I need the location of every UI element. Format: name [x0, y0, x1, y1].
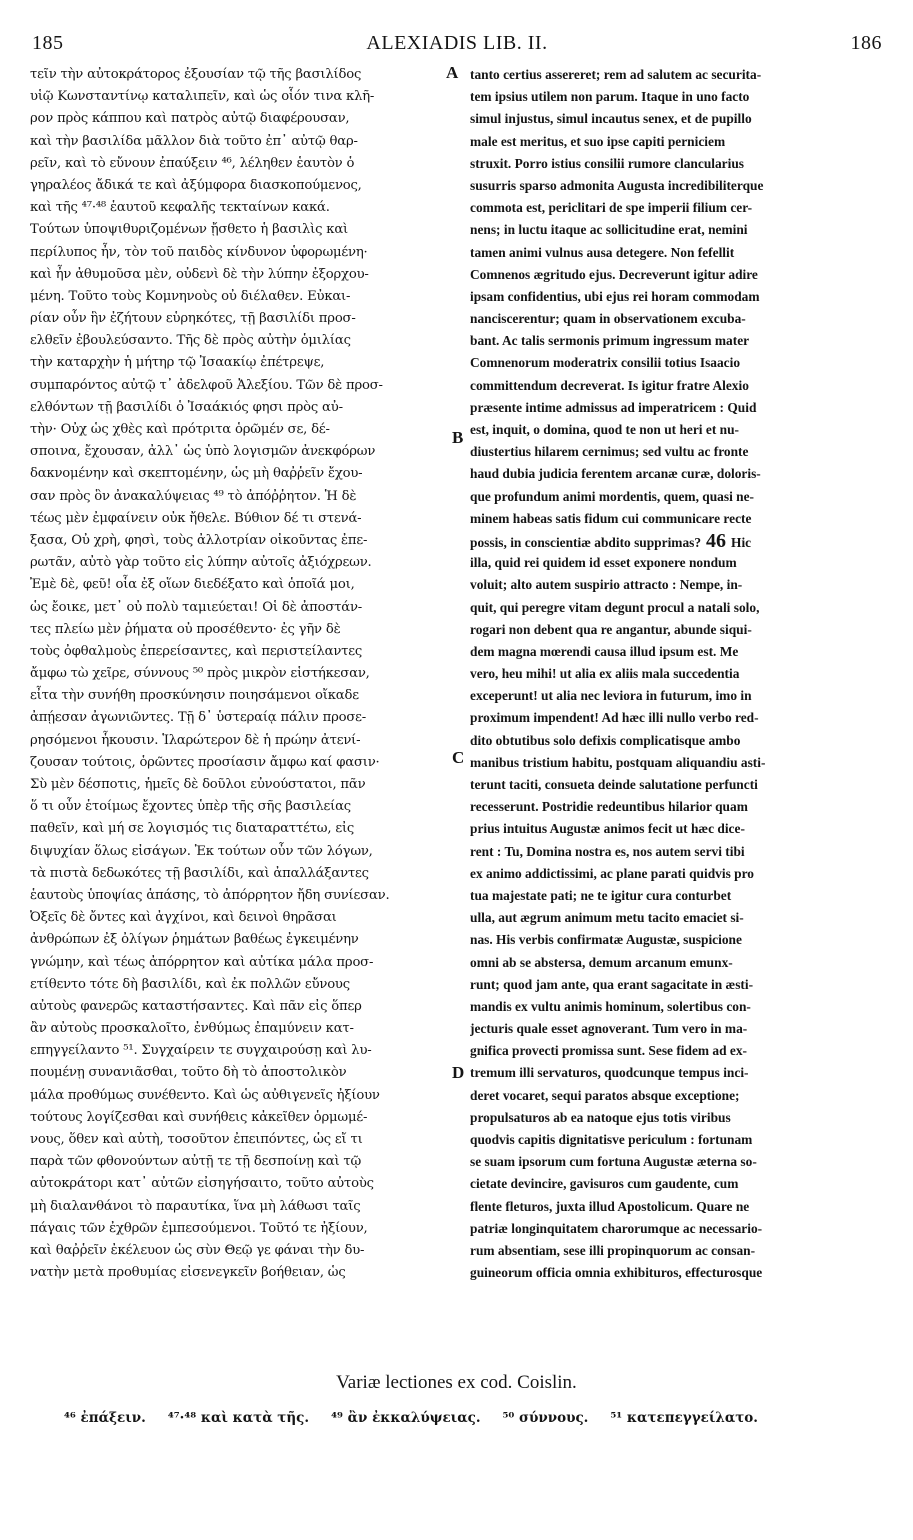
greek-line: ζουσαν τούτοις, ὁρῶντες προσίασιν ἄμφω καί φασιν·	[30, 754, 380, 770]
latin-line-text: est, inquit, o domina, quod te non ut heri et nu-	[470, 422, 739, 437]
latin-line	[470, 952, 882, 974]
greek-line: καὶ τὴν βασιλίδα μᾶλλον διὰ τοῦτο ἐπ᾽ αὐτῷ θαρ-	[30, 133, 358, 149]
latin-line	[470, 108, 882, 130]
greek-line: ελθόντων τῇ βασιλίδι ὁ Ἰσαάκιός φησι πρὸς αὐ-	[30, 399, 343, 415]
inline-page-number: 46	[701, 529, 732, 552]
latin-line-text: ex animo addictissimi, ac plane parati quidvis pro	[470, 865, 754, 881]
latin-line	[470, 818, 882, 840]
latin-line-text: se suam ipsorum cum fortuna Augustæ æterna so-	[470, 1154, 757, 1170]
greek-line: ἂν αὐτοὺς προσκαλοῖτο, ἐνθύμως ἐπαμύνειν κατ-	[30, 1021, 354, 1037]
latin-line	[470, 286, 882, 308]
greek-line: ξασα, Οὐ χρὴ, φησὶ, τοὺς ἀλλοτρίαν οἰκοῦντας ἐπε-	[30, 532, 368, 548]
latin-line-text: guineorum officia omnia exhibituros, effecturosque	[470, 1265, 763, 1281]
latin-line	[470, 375, 882, 397]
latin-line-text: terunt taciti, consueta deinde salutatione perfuncti	[470, 777, 758, 792]
greek-line: τούτους λογίζεσθαι καὶ συνήθεις κἀκεῖθεν ὁρμωμέ-	[30, 1109, 368, 1125]
latin-line-text: struxit. Porro istius consilii rumore clancularius	[470, 155, 745, 171]
variant-note: ⁴⁹ ἂν ἐκκαλύψειας.	[331, 1410, 481, 1426]
latin-line	[470, 641, 882, 663]
latin-line-text: tem ipsius utilem non parum. Itaque in uno facto	[470, 89, 750, 105]
greek-line: Τούτων ὑποψιθυριζομένων ᾔσθετο ἡ βασιλὶς καὶ	[30, 222, 349, 238]
latin-line	[470, 1240, 882, 1262]
greek-line: περίλυπος ἦν, τὸν τοῦ παιδὸς κίνδυνον ὑφορωμένη·	[30, 244, 368, 260]
greek-line: ρον πρὸς κάππου καὶ πατρὸς αὐτῷ διαφέρουσαν,	[30, 111, 350, 127]
latin-line	[470, 242, 882, 264]
latin-line-text: minem habeas satis fidum cui communicare recte	[470, 510, 752, 526]
latin-line	[470, 1262, 882, 1284]
running-title: ALEXIADIS LIB. II.	[366, 32, 548, 54]
greek-line: μάλα προθύμως συνέθεντο. Καὶ ὡς αὐθιγενεῖς ἠξίουν	[30, 1087, 380, 1103]
latin-line-text: flente fleturos, juxta illud Apostolicum. Quare ne	[470, 1198, 750, 1214]
greek-line: ρίαν οὖν ἣν ἐζήτουν εὑρηκότες, τῇ βασιλίδι προσ-	[30, 311, 356, 327]
latin-line	[470, 1040, 882, 1062]
latin-line-text: omni ab se abstersa, demum arcanum emunx-	[470, 954, 733, 970]
latin-line	[470, 441, 882, 463]
latin-line-text: manibus tristium habitu, postquam aliquandiu asti-	[470, 754, 766, 770]
latin-line	[470, 619, 882, 641]
page-number-right: 186	[850, 32, 882, 54]
latin-line	[470, 1085, 882, 1107]
latin-line-text: que profundum animi mordentis, quem, quasi ne-	[470, 488, 754, 504]
greek-line: τὰ πιστὰ δεδωκότες τῇ βασιλίδι, καὶ ἀπαλλάξαντες	[30, 865, 369, 881]
greek-line: παρὰ τῶν φθονούντων αὐτῇ τε τῇ δεσποίνῃ καὶ τῷ	[30, 1154, 362, 1170]
latin-line	[470, 508, 882, 530]
latin-line	[470, 730, 882, 752]
latin-line-text: mandis ex vultu animis hominum, solertibus con-	[470, 998, 751, 1014]
greek-line: ὡς ἔοικε, μετ᾽ οὐ πολὺ ταμιεύεται! Οἱ δὲ ἀποστάν-	[30, 599, 363, 615]
latin-line	[470, 486, 882, 508]
latin-line-text: patriæ longinquitatem charorumque ac necessario-	[470, 1220, 763, 1236]
latin-line-text: cietate devincire, gavisuros cum gaudente, cum	[470, 1176, 739, 1192]
greek-line: ρεῖν, καὶ τὸ εὔνουν ἐπαύξειν ⁴⁶, λέληθεν ἑαυτὸν ὁ	[30, 155, 355, 171]
margin-letter-c: C	[452, 748, 465, 767]
latin-line-text: committendum decreverat. Is igitur fratre Alexio	[470, 377, 749, 393]
latin-line	[470, 1151, 882, 1173]
latin-line	[470, 131, 882, 153]
greek-line: σαν πρὸς ὃν ἀνακαλύψειας ⁴⁹ τὸ ἀπόῤῥητον. Ἡ δὲ	[30, 488, 357, 504]
latin-line	[470, 1173, 882, 1195]
latin-line	[470, 885, 882, 907]
latin-line	[470, 530, 882, 552]
margin-letter-d: D	[452, 1063, 465, 1082]
latin-line	[470, 929, 882, 951]
latin-line-text: præsente intime admissus ad imperatricem : Quid	[470, 399, 757, 415]
greek-line: ἀπῄεσαν ἀγωνιῶντες. Τῇ δ᾽ ὑστεραίᾳ πάλιν προσε-	[30, 710, 367, 726]
latin-line	[470, 397, 882, 419]
greek-line: αὐτοκράτορι κατ᾽ αὐτῶν εἰσηγήσαιτο, τοῦτο αὐτοὺς	[30, 1176, 374, 1192]
latin-line	[470, 175, 882, 197]
latin-line	[470, 1129, 882, 1151]
latin-line	[470, 86, 882, 108]
greek-line: ελθεῖν ἐβουλεύσαντο. Τῆς δὲ πρὸς αὐτὴν ὁμιλίας	[30, 333, 351, 349]
latin-line-text: haud dubia judicia ferentem arcanæ curæ, doloris-	[470, 466, 761, 482]
latin-line-text: tremum illi servaturos, quodcunque tempus inci-	[470, 1065, 749, 1081]
greek-line: ἄμφω τὼ χεῖρε, σύννους ⁵⁰ πρὸς μικρὸν εἱστήκεσαν,	[30, 666, 370, 682]
latin-line-text: diustertius hilarem cernimus; sed vultu ac fronte	[470, 444, 749, 460]
greek-line: μένη. Τοῦτο τοὺς Κομνηνοὺς οὐ διέλαθεν. Εὐκαι-	[30, 288, 351, 304]
latin-line-text: vero, heu mihi! ut alia ex aliis mala succedentia	[470, 666, 740, 682]
latin-line-text: voluit; alto autem suspirio attracto : Nempe, in-	[470, 577, 743, 593]
latin-line	[470, 552, 882, 574]
greek-line: δακνομένην καὶ σκεπτομένην, ὡς μὴ θαῤῥεῖν ἔχου-	[30, 466, 363, 482]
greek-line: τὴν καταρχὴν ἡ μήτηρ τῷ Ἰσαακίῳ ἐπέτρεψε,	[30, 355, 325, 371]
latin-line	[470, 308, 882, 330]
variant-note: ⁵⁰ σύννους.	[502, 1410, 589, 1426]
latin-line-text: commota est, periclitari de spe imperii filium cer-	[470, 200, 753, 216]
greek-line: παθεῖν, καὶ μή σε λογισμός τις διαταραττέτω, εἰς	[30, 821, 355, 837]
latin-line	[470, 597, 882, 619]
latin-line-text: nanciscerentur; quam in observationem excuba-	[470, 311, 746, 327]
latin-line-text: tanto certius assereret; rem ad salutem ac securita-	[470, 67, 762, 82]
latin-line-text: exceperunt! ut alia nec leviora in futurum, imo in	[470, 688, 752, 704]
greek-line: γηραλέος ἄδικά τε καὶ ἀξύμφορα διασκοπούμενος,	[30, 177, 362, 193]
greek-line: διψυχίαν ὅλως εἰσάγων. Ἐκ τούτων οὖν τῶν λόγων,	[30, 843, 373, 859]
latin-line	[470, 841, 882, 863]
latin-line	[470, 219, 882, 241]
greek-text-column	[30, 64, 455, 1284]
latin-line-text: dito obtutibus solo defixis complicatisque ambo	[470, 732, 741, 748]
latin-line-text: jecturis quale esset agnoverant. Tum vero in ma-	[470, 1021, 748, 1037]
latin-line-text: nas. His verbis confirmatæ Augustæ, suspicione	[470, 932, 742, 948]
latin-line	[470, 1196, 882, 1218]
latin-line-text: quodvis capitis dignitatisve periculum : fortunam	[470, 1132, 753, 1147]
greek-line: αὐτοὺς φανερῶς καταστήσαντες. Καὶ πᾶν εἰς ὅπερ	[30, 998, 362, 1014]
latin-line-text: susurris sparso admonita Augusta incredibiliterque	[470, 177, 764, 193]
latin-line-text: deret vocaret, sequi paratos absque exceptione;	[470, 1087, 740, 1103]
latin-line-text: proximum impendent! Ad hæc illi nullo verbo red-	[470, 710, 759, 726]
latin-line-text: ulla, aut ægrum animum metu tacito emaciet si-	[470, 910, 744, 926]
greek-line: Σὺ μὲν δέσποτις, ἡμεῖς δὲ δοῦλοι εὐνούστατοι, πᾶν	[30, 777, 366, 792]
latin-line	[470, 707, 882, 729]
latin-line	[470, 264, 882, 286]
latin-line-text: simul injustus, simul incautus senex, et de pupillo	[470, 111, 752, 127]
greek-line: καὶ θαῤῥεῖν ἐκέλευον ὡς σὺν Θεῷ γε φάναι τὴν δυ-	[30, 1242, 365, 1258]
latin-line-text: Comnenos ægritudo ejus. Decreverunt igitur adire	[470, 266, 758, 282]
latin-line	[470, 663, 882, 685]
latin-line-text: possis, in conscientiæ abdito supprimas?	[470, 534, 702, 550]
greek-line: Ἐμὲ δὲ, φεῦ! οἷα ἐξ οἵων διεδέξατο καὶ ὁποῖά μοι,	[30, 577, 355, 593]
latin-line	[470, 796, 882, 818]
latin-line	[470, 153, 882, 175]
margin-letter-b: B	[452, 428, 464, 447]
latin-line	[470, 574, 882, 596]
greek-line: σποινα, ἔχουσαν, ἀλλ᾽ ὡς ὑπὸ λογισμῶν ἀνεκφόρων	[30, 444, 376, 460]
latin-line	[470, 463, 882, 485]
latin-line-text: runt; quod jam ante, qua erant sagacitate in æsti-	[470, 976, 754, 992]
latin-line-tail: Hic	[731, 534, 752, 550]
margin-letter-a: A	[446, 63, 459, 82]
latin-line-text: propulsaturos ab ea natoque ejus totis viribus	[470, 1109, 731, 1125]
page-number-left: 185	[32, 32, 64, 54]
latin-line-text: prius intuitus Augustæ animos fecit ut hæc dice-	[470, 821, 745, 837]
latin-line	[470, 352, 882, 374]
greek-line: υἱῷ Κωνσταντίνῳ καταλιπεῖν, καὶ ὡς οἷόν τινα κλῆ-	[30, 89, 375, 105]
latin-line	[470, 1062, 882, 1084]
latin-line-text: bant. Ac talis sermonis primum ingressum mater	[470, 333, 750, 349]
greek-line: εἶτα τὴν συνήθη προσκύνησιν ποιησάμενοι οἴκαδε	[30, 688, 359, 704]
greek-line: καὶ τῆς ⁴⁷·⁴⁸ ἑαυτοῦ κεφαλῆς τεκταίνων κακά.	[30, 200, 330, 216]
greek-line: ρωτᾶν, αὐτὸ γὰρ τοῦτο εἰς λύπην αὐτοῖς ἀξιόχρεων.	[30, 555, 372, 571]
greek-line: ετίθεντο τότε δὴ βασιλίδι, καὶ ἐκ πολλῶν εὔνους	[30, 976, 350, 992]
latin-line-text: nens; in luctu itaque ac sollicitudine erat, nemini	[470, 222, 748, 238]
latin-line	[470, 907, 882, 929]
greek-line: ἑαυτοὺς ὑποψίας ἁπάσης, τὸ ἀπόρρητον ἤδη συνίεσαν.	[30, 887, 390, 903]
latin-line	[470, 1107, 882, 1129]
latin-line	[470, 752, 882, 774]
latin-line-text: rum absentiam, sese illi propinquorum ac consan-	[470, 1242, 756, 1258]
latin-line-text: rent : Tu, Domina nostra es, nos autem servi tibi	[470, 843, 745, 859]
latin-line	[470, 974, 882, 996]
latin-line	[470, 863, 882, 885]
variant-note: ⁵¹ κατεπεγγείλατο.	[610, 1410, 759, 1426]
greek-line: νατὴν μετὰ προθυμίας εἰσενεγκεῖν βοήθειαν, ὡς	[30, 1265, 346, 1281]
page-header	[32, 32, 882, 60]
latin-line	[470, 774, 882, 796]
latin-line-text: recesserunt. Postridie redeuntibus hilarior quam	[470, 799, 748, 815]
greek-line: νους, ὅθεν καὶ αὐτὴ, τοσοῦτον ἐπειπόντες, ὡς εἴ τι	[30, 1132, 363, 1147]
latin-line	[470, 1018, 882, 1040]
latin-line	[470, 330, 882, 352]
greek-line: τες πλείω μὲν ῥήματα οὐ προσέθεντο· ἐς γῆν δὲ	[30, 621, 341, 637]
greek-line: γνώμην, καὶ τέως ἀπόρρητον καὶ αὐτίκα μάλα προσ-	[30, 954, 374, 970]
variant-note: ⁴⁷·⁴⁸ καὶ κατὰ τῆς.	[167, 1410, 310, 1426]
greek-line: μὴ διαλανθάνοι τὸ παραυτίκα, ἵνα μὴ λάθωσι ταῖς	[30, 1198, 361, 1214]
greek-line: Ὀξεῖς δὲ ὄντες καὶ ἀγχίνοι, καὶ δεινοὶ θηρᾶσαι	[30, 910, 337, 926]
greek-line: ὅ τι οὖν ἑτοίμως ἔχοντες ὑπὲρ τῆς σῆς βασιλείας	[30, 799, 351, 815]
latin-line	[470, 1218, 882, 1240]
greek-line: πάγαις τῶν ἐχθρῶν ἐμπεσούμενοι. Τοῦτό τε ἠξίουν,	[30, 1220, 368, 1236]
latin-line-text: ipsam confidentius, ubi ejus rei horam commodam	[470, 288, 760, 304]
latin-line	[470, 419, 882, 441]
latin-line	[470, 996, 882, 1018]
greek-line: τεῖν τὴν αὐτοκράτορος ἐξουσίαν τῷ τῆς βασιλίδος	[30, 67, 362, 82]
latin-text-column	[470, 64, 882, 1284]
greek-line: συμπαρόντος αὐτῷ τ᾽ ἀδελφοῦ Ἀλεξίου. Τῶν δὲ προσ-	[30, 377, 383, 393]
variant-note: ⁴⁶ ἐπάξειν.	[64, 1410, 146, 1426]
latin-line-text: tamen animi vulnus ausa detegere. Non fefellit	[470, 244, 735, 260]
latin-line-text: dem magna mœrendi causa illud ipsum est. Me	[470, 643, 739, 659]
latin-line-text: rogari non debent qua re angantur, abunde siqui-	[470, 621, 752, 637]
greek-line: τὴν· Οὐχ ὡς χθὲς καὶ πρότριτα ὁρῶμέν σε, δέ-	[30, 422, 330, 437]
variae-lectiones-notes	[64, 1410, 884, 1426]
greek-line: ἀνθρώπων ἐξ ὀλίγων ῥημάτων βαθέως ἐγκειμένην	[30, 932, 359, 948]
latin-line	[470, 64, 882, 86]
greek-line: πουμένῃ συνανιᾶσθαι, τοῦτο δὴ τὸ ἀποστολικὸν	[30, 1065, 347, 1081]
latin-line-text: quit, qui peregre vitam degunt procul a natali solo,	[470, 599, 760, 615]
greek-line: επηγγείλαντο ⁵¹. Συγχαίρειν τε συγχαιρούσῃ καὶ λυ-	[30, 1043, 372, 1059]
greek-line: ρησόμενοι ἧκουσιν. Ἱλαρώτερον δὲ ἡ πρώην ἀτενί-	[30, 732, 361, 748]
latin-line-text: male est meritus, et suo ipse capiti perniciem	[470, 133, 726, 149]
latin-line-text: tua majestate pati; ne te igitur cura conturbet	[470, 887, 732, 903]
latin-line	[470, 685, 882, 707]
greek-line: καὶ ἦν ἀθυμοῦσα μὲν, οὐδενὶ δὲ τὴν λύπην ἐξορχου-	[30, 266, 369, 282]
greek-line: τοὺς ὀφθαλμοὺς ἐπερείσαντες, καὶ περιστείλαντες	[30, 643, 363, 659]
greek-line: τέως μὲν ἐμφαίνειν οὐκ ἤθελε. Βύθιον δέ τι στενά-	[30, 510, 362, 526]
latin-line-text: illa, quid rei quidem id esset exponere nondum	[470, 555, 737, 571]
latin-line-text: gnifica provecti promissa sunt. Sese fidem ad ex-	[470, 1043, 747, 1059]
variae-lectiones-title: Variæ lectiones ex cod. Coislin.	[336, 1372, 577, 1393]
latin-line-text: Comnenorum moderatrix consilii totius Isaacio	[470, 355, 741, 371]
latin-line	[470, 197, 882, 219]
